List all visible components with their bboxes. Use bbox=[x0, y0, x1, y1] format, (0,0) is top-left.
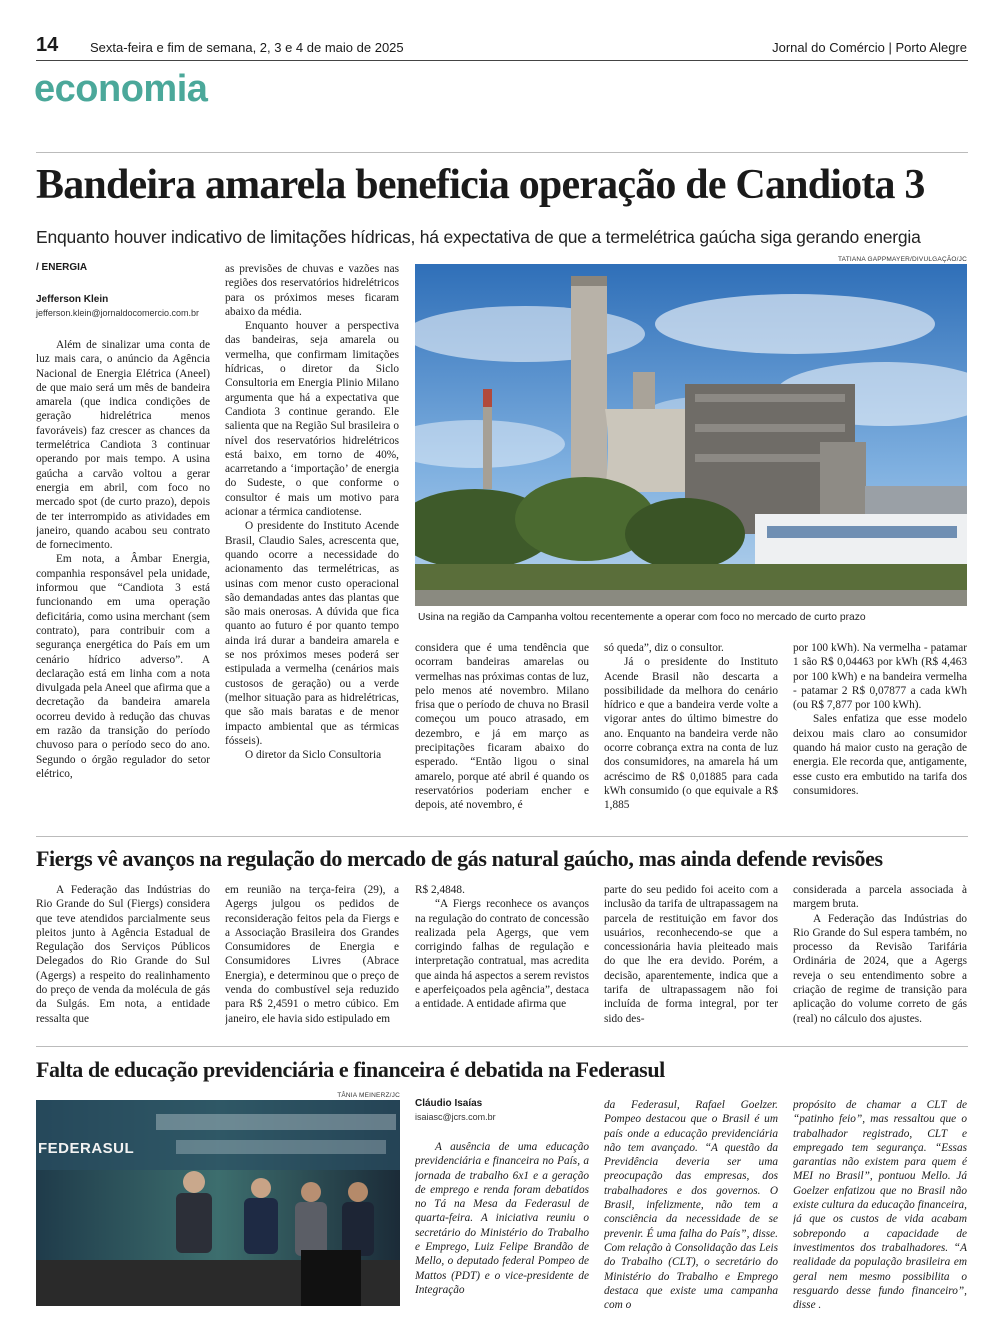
paragraph: as previsões de chuvas e vazões nas regiões dos reservatórios hidrelétricos para os próximos meses ficaram abaixo da média. bbox=[225, 263, 399, 318]
paragraph: O diretor da Siclo Consultoria bbox=[245, 749, 382, 762]
paragraph: R$ 2,4848. bbox=[415, 884, 465, 896]
paragraph: Sales enfatiza que esse modelo deixou mais claro ao consumidor quando há maior custo na geração de energia. Ele recorda que, antigamente, esse custo era embutido na tarifa dos consumidores. bbox=[793, 713, 967, 797]
article1-column-1 bbox=[36, 338, 210, 824]
article3-column-1 bbox=[415, 1140, 589, 1312]
article2-column-5 bbox=[793, 883, 967, 1033]
paragraph: em reunião na terça-feira (29), a Agergs julgou os pedidos de reconsideração feitos pela da Fiergs e a Associação Brasileira dos Grandes Consumidores de Energia e Consumidores Livres (Abrace Energia), e determinou que o preço de venda do combustível seja reduzido para R$ 2,4591 o metro cúbico. Em janeiro, ele havia sido estipulado em bbox=[225, 884, 399, 1025]
article1-column-2 bbox=[225, 262, 399, 824]
paragraph: considerada a parcela associada à margem bruta. bbox=[793, 884, 967, 911]
newspaper-name: Jornal do Comércio | Porto Alegre bbox=[772, 40, 967, 55]
article1-column-4 bbox=[604, 641, 778, 824]
power-plant-illustration bbox=[415, 264, 967, 606]
paragraph: considera que é uma tendência que ocorram bandeiras amarelas ou vermelhas nas próximas contas de luz, pelo menos até novembro. Milano frisa que o período de chuva no Brasil começou um pouco atrasado, em dezembro, e já em março as precipitações ficaram abaixo do esperado. “Então ligou o sinal amarelo, porque até abril é quando os reservatórios poderiam encher e depois, até novembro, é bbox=[415, 642, 589, 812]
paragraph: A Federação das Indústrias do Rio Grande do Sul (Fiergs) considera que teve atendidos parcialmente seus pleitos junto à Agência Estadual de Regulação dos Serviços Públicos Delegados do Rio Grande do Sul (Agergs) a respeito do realinhamento do preço de venda da molécula de gás da Sulgás. Em nota, a entidade ressalta que bbox=[36, 884, 210, 1025]
power-plant-photo bbox=[415, 264, 967, 606]
article1-headline: Bandeira amarela beneficia operação de Candiota 3 bbox=[36, 162, 925, 208]
article3-headline: Falta de educação previdenciária e financeira é debatida na Federasul bbox=[36, 1057, 665, 1082]
paragraph: Já o presidente do Instituto Acende Brasil não descarta a possibilidade da melhora do cenário hídrico e que a bandeira verde volte a vigorar antes do último bimestre do ano. Enquanto na bandeira verde não ocorre cobrança extra na conta de luz dos consumidores, na amarela há um acréscimo de R$ 0,01885 para cada kWh consumido (o que equivale a R$ 1,885 bbox=[604, 656, 778, 812]
article2-column-1 bbox=[36, 883, 210, 1033]
divider bbox=[36, 836, 968, 837]
article2-column-2 bbox=[225, 883, 399, 1033]
paragraph: Enquanto houver a perspectiva das bandeiras, seja amarela ou vermelha, que confirmam limitações hídricas, o diretor da Siclo Consultoria em Energia Plinio Milano argumenta que há a expectativa que Candiota 3 continue gerando. Ele salienta que na Região Sul brasileira o nível dos reservatórios hidrelétricos está baixo, em torno de 40%, acarretando a ‘importação’ de energia do Sudeste, o que conforme o consultor é mais um motivo para acionar a térmica candiotense. bbox=[225, 320, 399, 519]
section-rule bbox=[36, 152, 968, 153]
panel-event-photo bbox=[36, 1100, 400, 1306]
article1-column-3 bbox=[415, 641, 589, 824]
article1-subheadline: Enquanto houver indicativo de limitações hídricas, há expectativa de que a termelétrica gaúcha siga gerando energia bbox=[36, 227, 921, 247]
header-rule bbox=[36, 60, 968, 61]
article1-kicker: / ENERGIA bbox=[36, 262, 88, 273]
article1-author: Jefferson Klein bbox=[36, 294, 109, 305]
article2-headline: Fiergs vê avanços na regulação do mercado de gás natural gaúcho, mas ainda defende revisões bbox=[36, 846, 883, 871]
paragraph: propósito de chamar a CLT de “patinho feio”, mas ressaltou que o trabalhador registrado, CLT e empregado tem segurança. “Essas garantias não existem para quem é MEI no Brasil”, pontuou Mello. Já Goelzer enfatizou que no Brasil não existe cultura da educação financeira, já que os custos de vida acabam sobrepondo a capacidade de investimentos dos trabalhadores. “A realidade da população brasileira em geral nem mesmo possibilita o resguardo desse fundo financeiro”, disse . bbox=[793, 1099, 967, 1312]
article1-author-email: jefferson.klein@jornaldocomercio.com.br bbox=[36, 308, 200, 318]
paragraph: só queda”, diz o consultor. bbox=[604, 642, 724, 654]
paragraph: A ausência de uma educação previdenciária e financeira no País, a jornada de trabalho 6x1 e a geração de emprego e renda foram debatidos no Tá na Mesa da Federasul de quarta-feira. A iniciativa reuniu o secretário do Ministério do Trabalho e Emprego, Luiz Felipe Brandão de Mello, o deputado federal Pompeo de Mattos (PDT) e o vice-presidente de Integração bbox=[415, 1141, 589, 1296]
paragraph: O presidente do Instituto Acende Brasil, Claudio Sales, acrescenta que, quando ocorre a necessidade do acionamento das termelétricas, as usinas com menor custo operacional são demandadas antes das plantas que são mais onerosas. A dúvida que fica quanto ao futuro é por quanto tempo ainda irá durar a bandeira amarela e se nos próximos meses poderá ser estipulada a vermelha (cenários mais custosos de geração) ou a verde (melhor situação para as hidrelétricas, que são mais baratas e de menor impacto ambiental que as térmicas fósseis). bbox=[225, 520, 399, 747]
divider bbox=[36, 1046, 968, 1047]
paragraph: Além de sinalizar uma conta de luz mais cara, o anúncio da Agência Nacional de Energia Elétrica (Aneel) de que maio será um mês de bandeira amarela (que indica condições de geração hidrelétrica menos favoráveis) faz crescer as chances da termelétrica Candiota 3 continuar operando por mais tempo. A usina gaúcha a carvão voltou a gerar energia em abril, com foco no mercado spot (de curto prazo), depois de ter interrompido as atividades em janeiro, quando acabou seu contrato de fornecimento. bbox=[36, 339, 210, 552]
federasul-sign: FEDERASUL bbox=[38, 1140, 135, 1157]
article3-column-3 bbox=[793, 1098, 967, 1312]
paragraph: da Federasul, Rafael Goelzer. Pompeo destacou que o Brasil é um país onde a educação previdenciária não tem avançado. “A questão da Previdência deveria ser uma preocupação das empresas, dos trabalhadores e dos governos. O Brasil, infelizmente, não tem a consciência da necessidade de se prevenir. É uma falha do País”, disse. Com relação à Consolidação das Leis do Trabalho (CLT), o secretário do Ministério do Trabalho e Emprego destaca que existe uma campanha com o bbox=[604, 1099, 778, 1312]
page-number: 14 bbox=[36, 34, 59, 56]
article3-column-2 bbox=[604, 1098, 778, 1312]
article3-author: Cláudio Isaías bbox=[415, 1098, 483, 1109]
article3-photo-credit: TÂNIA MEINERZ/JC bbox=[337, 1092, 400, 1099]
paragraph: “A Fiergs reconhece os avanços na regulação do contrato de concessão realizada pela Agergs, que vem corrigindo falhas de regulação e interpretação contratual, mas acredita que ainda há aspectos a serem revistos e aperfeiçoados pela agência”, destaca a entidade. A entidade afirma que bbox=[415, 898, 589, 1011]
paragraph: Em nota, a Âmbar Energia, companhia responsável pela unidade, informou que “Candiota 3 está funcionando em uma operação deficitária, como usina merchant (sem contrato), para contribuir com a segurança energética do País em um cenário hídrico adverso”. A declaração está em linha com a nota divulgada pela Aneel que afirma que a decretação da bandeira amarela ocorreu devido à redução das chuvas em razão da transição do período chuvoso para o período seco do ano. Segundo o órgão regulador do setor elétrico, bbox=[36, 553, 210, 780]
article1-photo-credit: TATIANA GAPPMAYER/DIVULGAÇÃO/JC bbox=[837, 256, 967, 263]
article2-column-3 bbox=[415, 883, 589, 1033]
paragraph: parte do seu pedido foi aceito com a inclusão da tarifa de ultrapassagem na parcela de restituição em favor dos usuários, reconhecendo-se que a concessionária havia pleiteado mais do que lhe era devido. Porém, a decisão, aparentemente, indica que a tarifa de ultrapassagem não foi incluída de forma integral, por ter sido des- bbox=[604, 884, 778, 1025]
panel-event-illustration bbox=[36, 1100, 400, 1306]
paragraph: por 100 kWh). Na vermelha - patamar 1 são R$ 0,04463 por kWh (R$ 4,463 por 100 kWh) e na bandeira vermelha - patamar 2 R$ 0,07877 a cada kWh (ou R$ 7,877 por 100 kWh). bbox=[793, 642, 967, 712]
article3-author-email: isaiasc@jcrs.com.br bbox=[415, 1112, 496, 1122]
article1-photo-caption: Usina na região da Campanha voltou recentemente a operar com foco no mercado de curto prazo bbox=[418, 612, 866, 623]
paragraph: A Federação das Indústrias do Rio Grande do Sul espera também, no processo da Revisão Tarifária Ordinária de 2024, que a Agergs reveja o seu entendimento sobre a criação de regime de transição para aplicação do volume correto de gás (real) no cálculo dos ajustes. bbox=[793, 912, 967, 1025]
article1-column-5 bbox=[793, 641, 967, 824]
article2-column-4 bbox=[604, 883, 778, 1033]
section-title: economia bbox=[34, 68, 208, 110]
edition-date: Sexta-feira e fim de semana, 2, 3 e 4 de maio de 2025 bbox=[90, 40, 404, 55]
